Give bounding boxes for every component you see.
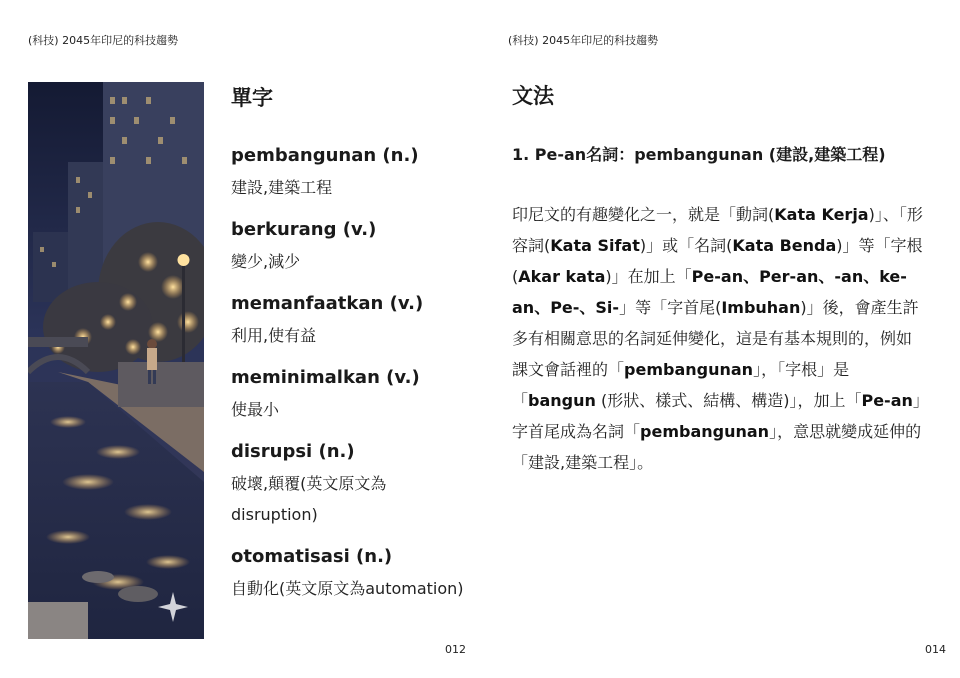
running-header: (科技) 2045年印尼的科技趨勢 [28, 34, 179, 47]
text-run: )」或「名詞( [639, 236, 733, 255]
text-run: 」字首尾成為名詞「 [512, 391, 921, 441]
bold-run: bangun [528, 391, 596, 410]
bold-run: Kata Sifat [550, 236, 640, 255]
vocab-term: otomatisasi (n.) [231, 546, 393, 567]
vocab-title: 單字 [231, 86, 273, 110]
vocab-term: berkurang (v.) [231, 219, 377, 240]
text-run: 」等「字首尾( [619, 298, 722, 317]
text-run: )」等「字根( [512, 236, 923, 286]
bold-run: Akar kata [518, 267, 606, 286]
vocab-meaning: 建設,建築工程 [231, 178, 333, 197]
vocab-term: meminimalkan (v.) [231, 367, 420, 388]
vocab-meaning: 自動化(英文原文為automation) [231, 579, 464, 598]
vocab-entry [231, 214, 471, 277]
bold-run: Kata Kerja [774, 205, 869, 224]
text-run: )」在加上「 [605, 267, 692, 286]
vocab-entry [231, 541, 471, 604]
night-city-illustration [28, 82, 204, 639]
vocab-term: pembangunan (n.) [231, 145, 419, 166]
vocab-entry [231, 288, 471, 351]
vocab-meaning: 變少,減少 [231, 252, 301, 271]
vocab-term: disrupsi (n.) [231, 441, 355, 462]
grammar-title: 文法 [512, 84, 554, 108]
vocab-entry [231, 140, 471, 203]
bold-run: Kata Benda [732, 236, 837, 255]
bold-run: pembangunan [624, 360, 754, 379]
vocab-term: memanfaatkan (v.) [231, 293, 424, 314]
text-run: )」後，會產生許多有相關意思的名詞延伸變化，這是有基本規則的，例如課文會話裡的「 [512, 298, 919, 379]
text-run: (形狀、樣式、結構、構造)」，加上「 [595, 391, 862, 410]
vocab-meaning: 利用,使有益 [231, 326, 317, 345]
grammar-section-heading: 1. Pe-an名詞：pembangunan (建設,建築工程) [512, 145, 886, 164]
page-number: 014 [925, 643, 946, 656]
vocab-meaning: 破壞,顛覆(英文原文為disruption) [231, 474, 387, 524]
bold-run: Pe-an、Per-an、-an、ke-an、Pe-、Si- [512, 267, 907, 317]
vocab-list [231, 140, 471, 615]
text-run: 」，意思就變成延伸的「建設,建築工程」。 [512, 422, 922, 472]
text-run: 」，「字根」是「 [512, 360, 850, 410]
vocab-entry [231, 362, 471, 425]
vocab-entry [231, 436, 471, 530]
bold-run: Imbuhan [721, 298, 801, 317]
grammar-paragraph [512, 199, 927, 478]
text-run: )」、「形容詞( [512, 205, 923, 255]
text-run: 印尼文的有趣變化之一，就是「動詞( [512, 205, 775, 224]
running-header: (科技) 2045年印尼的科技趨勢 [508, 34, 659, 47]
vocab-meaning: 使最小 [231, 400, 280, 419]
bold-run: Pe-an [861, 391, 913, 410]
page-number: 012 [445, 643, 466, 656]
bold-run: pembangunan [640, 422, 770, 441]
